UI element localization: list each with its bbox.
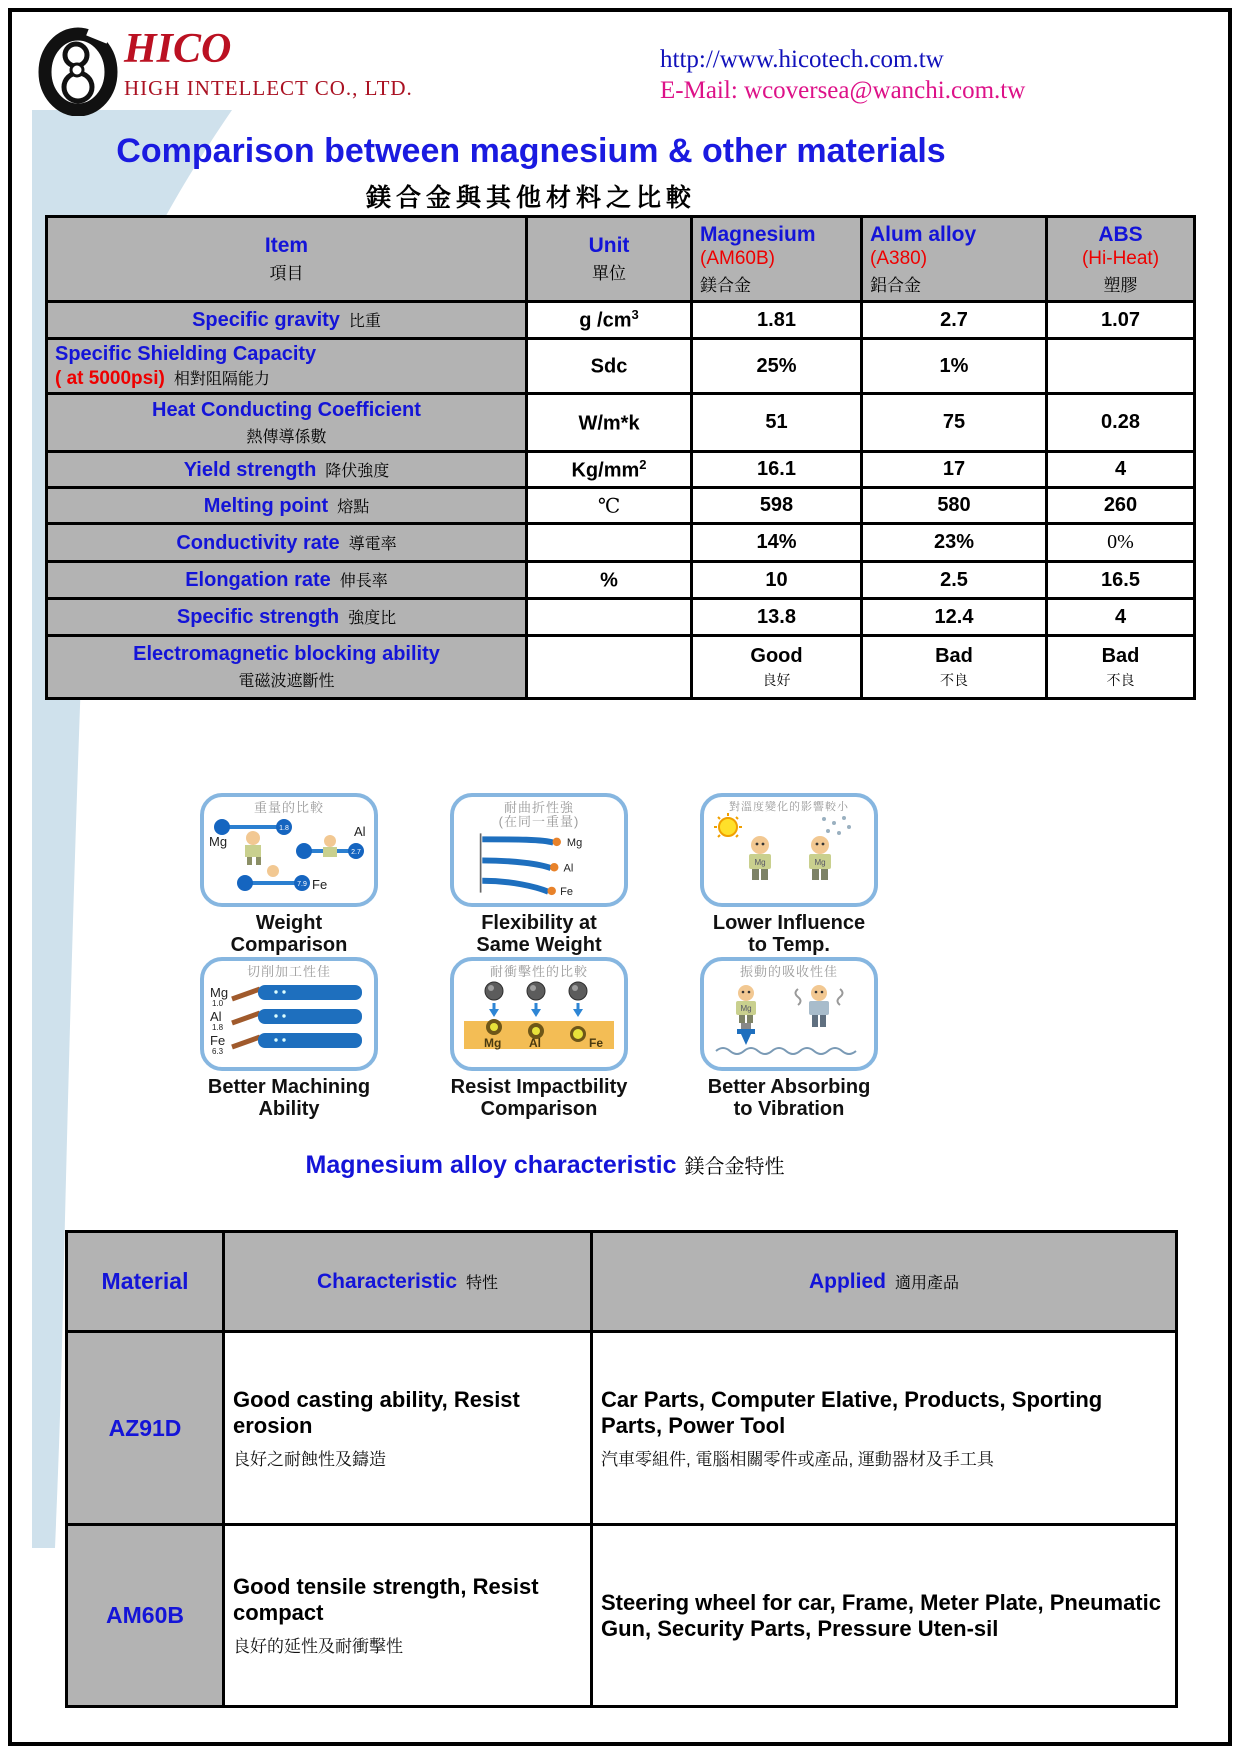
svg-text:Mg: Mg xyxy=(754,858,766,868)
svg-text:Mg: Mg xyxy=(209,834,228,850)
header-mg-en: Magnesium xyxy=(700,222,816,246)
hico-logo-icon xyxy=(36,26,120,116)
panel-box xyxy=(200,957,378,1071)
header-magnesium xyxy=(692,217,862,302)
page-title-chinese: 鎂合金與其他材料之比較 xyxy=(365,185,696,212)
snow-icon xyxy=(822,816,851,835)
item-label-zh: 熱傳導係數 xyxy=(246,428,327,446)
value-mg: 598 xyxy=(692,488,862,524)
panel-box xyxy=(450,957,628,1071)
characteristic-cell xyxy=(224,1332,592,1525)
company-name: HIGH INTELLECT CO., LTD. xyxy=(124,76,413,100)
sun-icon xyxy=(719,818,737,836)
brand-block xyxy=(124,28,413,101)
temperature-cartoon xyxy=(706,813,872,895)
brand-name: HICO xyxy=(124,26,232,72)
svg-text:2.7: 2.7 xyxy=(351,849,361,857)
panel-title-zh: 振動的吸收性佳 xyxy=(739,965,838,979)
item-label-zh: 強度比 xyxy=(348,610,397,627)
value-mg: 51 xyxy=(692,394,862,452)
website-link[interactable]: http://www.hicotech.com.tw xyxy=(660,46,944,73)
weight-comparison-cartoon xyxy=(206,815,372,897)
table-row xyxy=(67,1332,1177,1525)
item-cell xyxy=(47,524,527,562)
header-abs xyxy=(1047,217,1195,302)
item-cell xyxy=(47,452,527,488)
item-label-zh: 降伏強度 xyxy=(325,462,390,480)
panel-title-zh: 切削加工性佳 xyxy=(246,965,331,979)
applied-en: Car Parts, Computer Elative, Products, Sporting Parts, Power Tool xyxy=(601,1386,1103,1438)
value-mg: Good 良好 xyxy=(692,636,862,699)
impact-cartoon xyxy=(456,979,622,1061)
header-al-sub: (A380) xyxy=(870,247,928,269)
header-mg-zh: 鎂合金 xyxy=(700,275,751,295)
svg-text:Al: Al xyxy=(210,1009,222,1025)
header-characteristic xyxy=(224,1232,592,1332)
panel-impact xyxy=(450,957,628,1121)
table-header-row xyxy=(67,1232,1177,1332)
value-abs: 4 xyxy=(1047,452,1195,488)
item-label-zh: 電磁波遮斷性 xyxy=(238,673,335,690)
svg-text:Al: Al xyxy=(529,1036,541,1051)
value-abs: 0.28 xyxy=(1047,394,1195,452)
svg-text:1.8: 1.8 xyxy=(279,825,289,833)
table-row xyxy=(47,636,1195,699)
item-label-zh: 熔點 xyxy=(337,498,370,516)
header-applied xyxy=(592,1232,1177,1332)
panel-caption: Resist Impactbility Comparison xyxy=(450,1076,628,1121)
panel-caption: Weight Comparison xyxy=(230,912,348,957)
table-row xyxy=(47,339,1195,394)
panel-weight-comparison xyxy=(200,793,378,957)
panel-title-zh: 對溫度變化的影響較小 xyxy=(729,801,849,813)
value-abs: Bad 不良 xyxy=(1047,636,1195,699)
item-cell xyxy=(47,636,527,699)
table-row xyxy=(47,599,1195,636)
panel-box xyxy=(200,793,378,907)
svg-text:Al: Al xyxy=(563,862,574,875)
value-mg: 10 xyxy=(692,562,862,599)
svg-text:Mg: Mg xyxy=(566,836,583,849)
panel-title-zh-2: (在同一重量) xyxy=(498,815,580,830)
svg-text:1.0: 1.0 xyxy=(212,999,224,1009)
title-block xyxy=(0,132,1062,214)
material-cell: AM60B xyxy=(67,1525,224,1707)
table-row xyxy=(67,1525,1177,1707)
characteristic-zh: 良好之耐蝕性及鑄造 xyxy=(233,1449,386,1469)
header-characteristic-en: Characteristic xyxy=(316,1269,458,1293)
header-applied-en: Applied xyxy=(808,1269,886,1293)
panel-caption: Flexibility at Same Weight xyxy=(476,912,602,957)
header-item-en: Item xyxy=(264,234,309,257)
value-al: 12.4 xyxy=(862,599,1047,636)
svg-text:1.8: 1.8 xyxy=(212,1023,224,1033)
header-unit-en: Unit xyxy=(588,234,630,257)
item-label: Specific Shielding Capacity xyxy=(55,342,317,365)
item-label: Elongation rate xyxy=(185,569,331,591)
header-abs-zh: 塑膠 xyxy=(1103,275,1138,295)
item-label: Conductivity rate xyxy=(176,531,340,554)
panel-machining xyxy=(200,957,378,1121)
header-abs-sub: (Hi-Heat) xyxy=(1081,247,1160,269)
machining-cartoon xyxy=(206,979,372,1061)
header-unit xyxy=(527,217,692,302)
panel-temperature xyxy=(700,793,878,957)
illustration-row-2 xyxy=(200,957,880,1121)
material-cell: AZ91D xyxy=(67,1332,224,1525)
table-row xyxy=(47,562,1195,599)
characteristic-en: Good casting ability, Resist erosion xyxy=(233,1386,520,1438)
panel-title-zh: 重量的比較 xyxy=(253,801,324,815)
unit-cell: $Kg/mm^2$ xyxy=(527,452,692,488)
value-al: Bad 不良 xyxy=(862,636,1047,699)
value-al: 1% xyxy=(862,339,1047,394)
contact-block xyxy=(660,44,1025,107)
characteristic-cell xyxy=(224,1525,592,1707)
panel-caption: Better Machining Ability xyxy=(207,1076,371,1121)
value-al: 17 xyxy=(862,452,1047,488)
item-label-zh: 比重 xyxy=(348,313,381,330)
panel-caption: Better Absorbing to Vibration xyxy=(707,1076,871,1121)
svg-text:Mg: Mg xyxy=(814,858,826,868)
item-label-note: ( at 5000psi) xyxy=(55,367,165,389)
svg-text:6.3: 6.3 xyxy=(212,1047,224,1057)
value-al: 2.5 xyxy=(862,562,1047,599)
header-characteristic-zh: 特性 xyxy=(466,1274,499,1292)
value-mg: 1.81 xyxy=(692,302,862,339)
item-label-zh: 伸長率 xyxy=(339,573,388,590)
header-item-zh: 項目 xyxy=(269,264,304,283)
panel-box xyxy=(700,957,878,1071)
unit-cell: g $/cm^3$ xyxy=(527,302,692,339)
section-heading-zh: 鎂合金特性 xyxy=(684,1156,785,1178)
item-cell xyxy=(47,394,527,452)
flexibility-cartoon xyxy=(456,830,622,896)
panel-vibration xyxy=(700,957,878,1121)
svg-text:Fe: Fe xyxy=(312,877,328,893)
value-abs: 16.5 xyxy=(1047,562,1195,599)
page-title: Comparison between magnesium & other materials xyxy=(116,132,946,170)
applied-zh: 汽車零組件, 電腦相關零件或產品, 運動器材及手工具 xyxy=(601,1449,994,1469)
vibration-cartoon xyxy=(706,979,872,1061)
header-applied-zh: 適用產品 xyxy=(894,1274,959,1292)
item-label: Heat Conducting Coefficient xyxy=(152,398,421,421)
header-material: Material xyxy=(67,1232,224,1332)
value-mg: 25% xyxy=(692,339,862,394)
unit-cell xyxy=(527,524,692,562)
unit-cell: Sdc xyxy=(527,339,692,394)
item-cell xyxy=(47,488,527,524)
table-row xyxy=(47,524,1195,562)
item-label: Electromagnetic blocking ability xyxy=(133,643,440,665)
table-header-row xyxy=(47,217,1195,302)
header-unit-zh: 單位 xyxy=(592,264,626,283)
applied-cell xyxy=(592,1525,1177,1707)
header-item xyxy=(47,217,527,302)
characteristic-table xyxy=(65,1230,1178,1708)
section-heading xyxy=(0,1150,1090,1180)
value-mg: 16.1 xyxy=(692,452,862,488)
item-label-zh: 導電率 xyxy=(348,535,397,553)
panel-box xyxy=(450,793,628,907)
illustration-row-1 xyxy=(200,793,880,957)
value-abs: 260 xyxy=(1047,488,1195,524)
item-label: Yield strength xyxy=(183,458,317,481)
svg-text:Mg: Mg xyxy=(740,1004,752,1014)
item-label: Specific gravity xyxy=(192,309,340,331)
header-alum xyxy=(862,217,1047,302)
unit-cell xyxy=(527,599,692,636)
item-label-zh: 相對阻隔能力 xyxy=(173,370,270,388)
table-row xyxy=(47,452,1195,488)
svg-text:Mg: Mg xyxy=(210,985,229,1001)
value-abs: 1.07 xyxy=(1047,302,1195,339)
header-al-en: Alum alloy xyxy=(870,222,977,246)
panel-flexibility xyxy=(450,793,628,957)
svg-text:7.9: 7.9 xyxy=(297,881,307,889)
item-cell xyxy=(47,339,527,394)
unit-cell: ℃ xyxy=(527,488,692,524)
table-row xyxy=(47,302,1195,339)
header-abs-en: ABS xyxy=(1098,222,1143,246)
unit-cell: W/m*k xyxy=(527,394,692,452)
panel-title-zh: 耐曲折性強 xyxy=(503,801,574,815)
value-abs: 4 xyxy=(1047,599,1195,636)
panel-box xyxy=(700,793,878,907)
applied-cell xyxy=(592,1332,1177,1525)
item-cell xyxy=(47,599,527,636)
table-row xyxy=(47,488,1195,524)
panel-caption: Lower Influence to Temp. xyxy=(712,912,866,957)
email-link[interactable]: E-Mail: wcoversea@wanchi.com.tw xyxy=(660,77,1026,105)
item-cell xyxy=(47,302,527,339)
panel-title-zh: 耐衝擊性的比較 xyxy=(489,965,588,979)
characteristic-zh: 良好的延性及耐衝擊性 xyxy=(233,1637,403,1656)
unit-cell xyxy=(527,636,692,699)
svg-text:Mg: Mg xyxy=(484,1036,502,1051)
item-label: Specific strength xyxy=(176,606,340,628)
applied-en: Steering wheel for car, Frame, Meter Plate, Pneumatic Gun, Security Parts, Pressure Uten-sil xyxy=(601,1589,1161,1641)
table-row xyxy=(47,394,1195,452)
value-mg: 13.8 xyxy=(692,599,862,636)
value-al: 23% xyxy=(862,524,1047,562)
section-heading-en: Magnesium alloy characteristic xyxy=(305,1151,677,1179)
svg-text:Fe: Fe xyxy=(210,1033,226,1049)
svg-text:Al: Al xyxy=(354,824,366,840)
value-al: 2.7 xyxy=(862,302,1047,339)
value-abs xyxy=(1047,339,1195,394)
value-al: 75 xyxy=(862,394,1047,452)
value-al: 580 xyxy=(862,488,1047,524)
unit-cell: % xyxy=(527,562,692,599)
svg-text:Fe: Fe xyxy=(589,1036,604,1051)
svg-text:Fe: Fe xyxy=(560,885,573,896)
header-mg-sub: (AM60B) xyxy=(700,247,775,269)
item-label: Melting point xyxy=(203,494,329,517)
value-mg: 14% xyxy=(692,524,862,562)
value-abs: 0% xyxy=(1047,524,1195,562)
characteristic-en: Good tensile strength, Resist compact xyxy=(233,1574,539,1625)
header-al-zh: 鋁合金 xyxy=(870,275,921,295)
comparison-table xyxy=(45,215,1196,700)
item-cell xyxy=(47,562,527,599)
